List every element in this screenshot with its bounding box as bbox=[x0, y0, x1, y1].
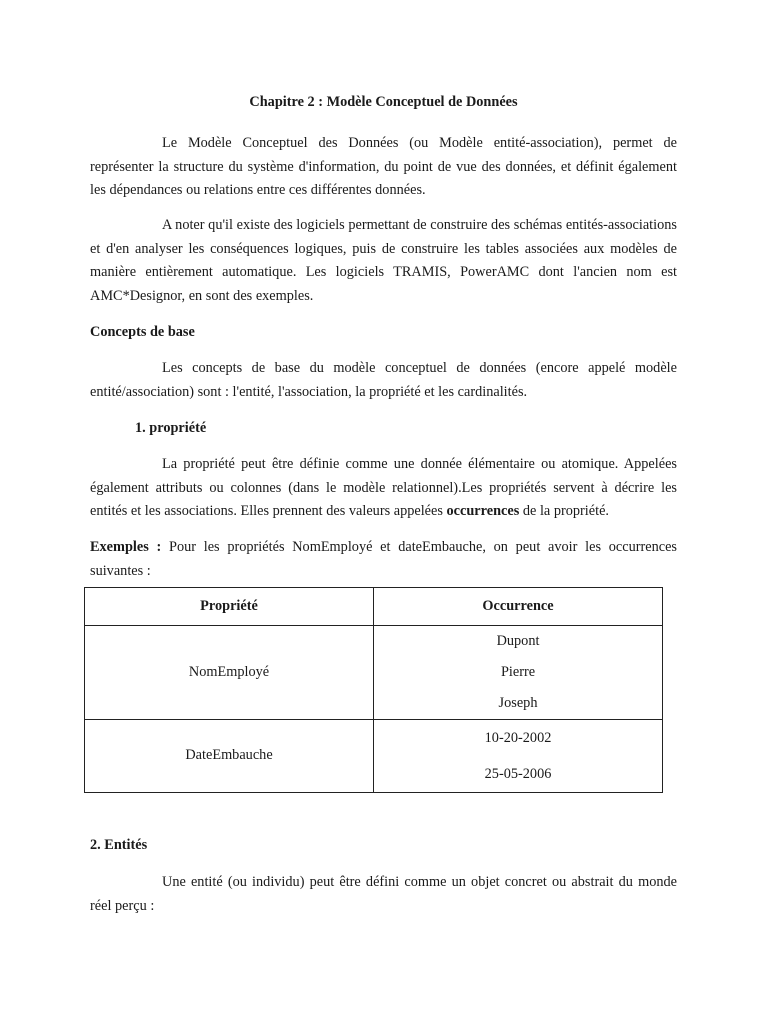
exemples-text bbox=[90, 536, 677, 583]
propriete-heading: 1. propriété bbox=[135, 420, 207, 436]
propriete-paragraph bbox=[90, 453, 677, 524]
header-occurrence: Occurrence bbox=[374, 588, 663, 626]
exemples-paragraph bbox=[90, 536, 677, 583]
page-title: Chapitre 2 : Modèle Conceptuel de Données bbox=[249, 94, 518, 110]
note-paragraph bbox=[90, 214, 677, 308]
row-occurrences bbox=[374, 626, 663, 720]
exemples-label: Exemples : bbox=[90, 539, 162, 555]
entites-heading: 2. Entités bbox=[90, 837, 148, 853]
row-occurrences bbox=[374, 720, 663, 793]
table-header-row bbox=[85, 588, 663, 626]
exemples-body: Pour les propriétés NomEmployé et dateEmbauche, on peut avoir les occurrences suivantes : bbox=[90, 539, 677, 579]
occurrence-value: Dupont bbox=[496, 633, 540, 649]
entites-text: Une entité (ou individu) peut être défini comme un objet concret ou abstrait du monde réel perçu : bbox=[90, 874, 677, 914]
occurrences-table bbox=[84, 587, 663, 793]
occurrence-value: Joseph bbox=[498, 695, 538, 711]
occurrence-value: 10-20-2002 bbox=[484, 730, 552, 746]
entites-paragraph bbox=[90, 871, 677, 918]
table-row bbox=[85, 720, 663, 793]
occurrence-value: Pierre bbox=[500, 664, 536, 680]
occurrence-value: 25-05-2006 bbox=[484, 766, 552, 782]
propriete-text-end: de la propriété. bbox=[519, 503, 610, 519]
intro-text: Le Modèle Conceptuel des Données (ou Modèle entité-association), permet de représenter la structure du système d'information, du point de vue des données, et définit également les dépendances ou relations entre ces différentes données. bbox=[90, 135, 677, 198]
propriete-text-start: La propriété peut être définie comme une donnée élémentaire ou atomique. Appelées également attributs ou colonnes (dans le modèle relationnel).Les propriétés servent à décrire les entités et les associations. Elles prennent des valeurs appelées bbox=[90, 456, 677, 519]
table-row bbox=[85, 626, 663, 720]
row-property: NomEmployé bbox=[85, 626, 374, 720]
row-property: DateEmbauche bbox=[85, 720, 374, 793]
propriete-text bbox=[90, 453, 677, 524]
concepts-paragraph bbox=[90, 357, 677, 404]
intro-paragraph bbox=[90, 132, 677, 203]
header-propriete: Propriété bbox=[85, 588, 374, 626]
note-text: A noter qu'il existe des logiciels permettant de construire des schémas entités-associations et d'en analyser les conséquences logiques, puis de construire les tables associées aux modèles de manière entièrement automatique. Les logiciels TRAMIS, PowerAMC dont l'ancien nom est AMC*Designor, en sont des exemples. bbox=[90, 217, 677, 304]
concepts-heading: Concepts de base bbox=[90, 324, 195, 340]
concepts-text: Les concepts de base du modèle conceptuel de données (encore appelé modèle entité/association) sont : l'entité, l'association, la propriété et les cardinalités. bbox=[90, 360, 677, 400]
occurrences-term: occurrences bbox=[446, 503, 520, 519]
